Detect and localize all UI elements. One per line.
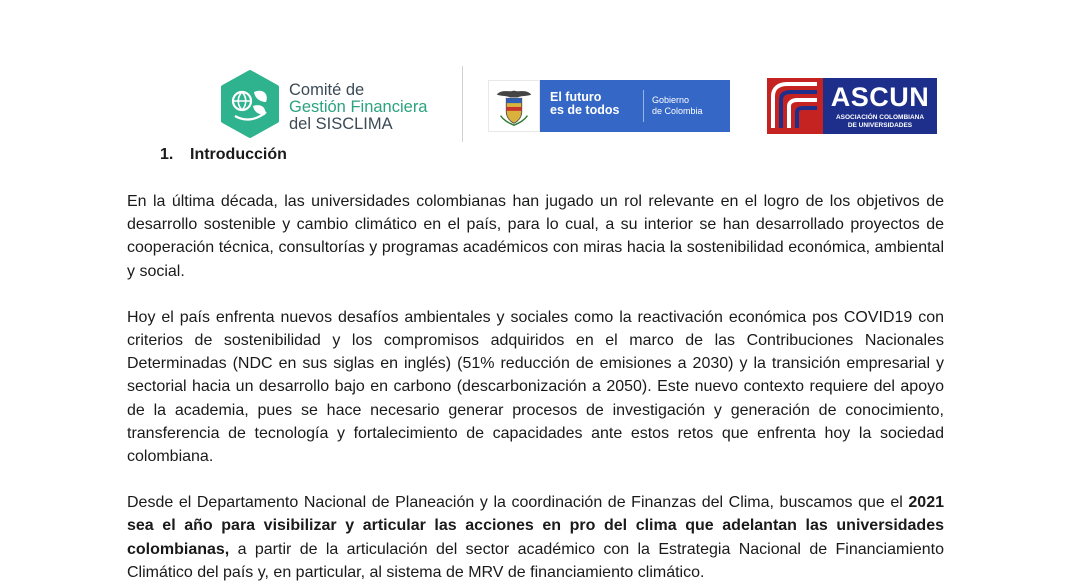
comite-logo-text [289, 82, 428, 133]
document-body [127, 144, 944, 584]
comite-line-1: Comité de [289, 81, 365, 99]
gobierno-slogan-line-2: es de todos [550, 103, 620, 117]
gobierno-band [540, 80, 730, 132]
paragraph-2: Hoy el país enfrenta nuevos desafíos ambientales y sociales como la reactivación económica pos COVID19 con criterios de sostenibilidad y los compromisos adquiridos en el marco de las Contribuciones Nacionales Determinadas (NDC en sus siglas en inglés) (51% reducción de emisiones a 2030) y la transición empresarial y sectorial hacia un desarrollo bajo en carbono (descarbonización a 2050). Este nuevo contexto requiere del apoyo de la academia, pues se hace necesario generar procesos de investigación y generación de conocimiento, transferencia de tecnología y fortalecimiento de capacidades ante estos retos que enfrenta hoy la sociedad colombiana. [127, 308, 944, 466]
comite-line-3: del SISCLIMA [289, 115, 393, 133]
gobierno-colombia-logo [488, 80, 730, 132]
gobierno-sub-line-2: de Colombia [652, 106, 703, 116]
gobierno-slogan [550, 91, 619, 117]
section-heading [160, 144, 944, 166]
paragraph-3 [127, 491, 944, 584]
comite-badge-icon [219, 70, 281, 138]
section-title: Introducción [190, 146, 287, 163]
ascun-sub-line-2: DE UNIVERSIDADES [847, 121, 913, 129]
comite-line-2: Gestión Financiera [289, 98, 428, 116]
ascun-logo [767, 78, 937, 134]
paragraph-3-intro: Desde el Departamento Nacional de Planeación y la coordinación de Finanzas del Clima, buscamos que el [127, 494, 909, 512]
ascun-emblem-icon [767, 78, 823, 134]
paragraph-1: En la última década, las universidades colombianas han jugado un rol relevante en el logro de los objetivos de desarrollo sostenible y cambio climático en el país, para lo cual, a su interior se han desarrollado proyectos de cooperación técnica, consultorías y programas académicos con miras hacia la sostenibilidad económica, ambiental y social. [127, 193, 944, 280]
ascun-wordmark: ASCUN [830, 82, 930, 112]
section-number: 1. [160, 146, 174, 163]
header-logos [0, 62, 1068, 142]
ascun-sub-line-1: ASOCIACIÓN COLOMBIANA [835, 114, 925, 121]
ascun-subtitle [825, 114, 935, 129]
logo-divider [462, 66, 463, 142]
gobierno-separator [643, 90, 644, 122]
colombia-crest-icon [488, 80, 540, 132]
gobierno-subtitle [652, 95, 703, 117]
paragraph-3-bold: 2021 sea el año para visibilizar y articular las acciones en pro del clima que adelantan las universidades colombianas, [127, 494, 944, 558]
gobierno-slogan-line-1: El futuro [550, 90, 602, 104]
comite-sisclima-logo [219, 70, 449, 138]
gobierno-sub-line-1: Gobierno [652, 95, 690, 105]
paragraph-3-rest: a partir de la articulación del sector académico con la Estrategia Nacional de Financiamiento Climático del país y, en particular, al sistema de MRV de financiamiento climático. [127, 540, 944, 581]
